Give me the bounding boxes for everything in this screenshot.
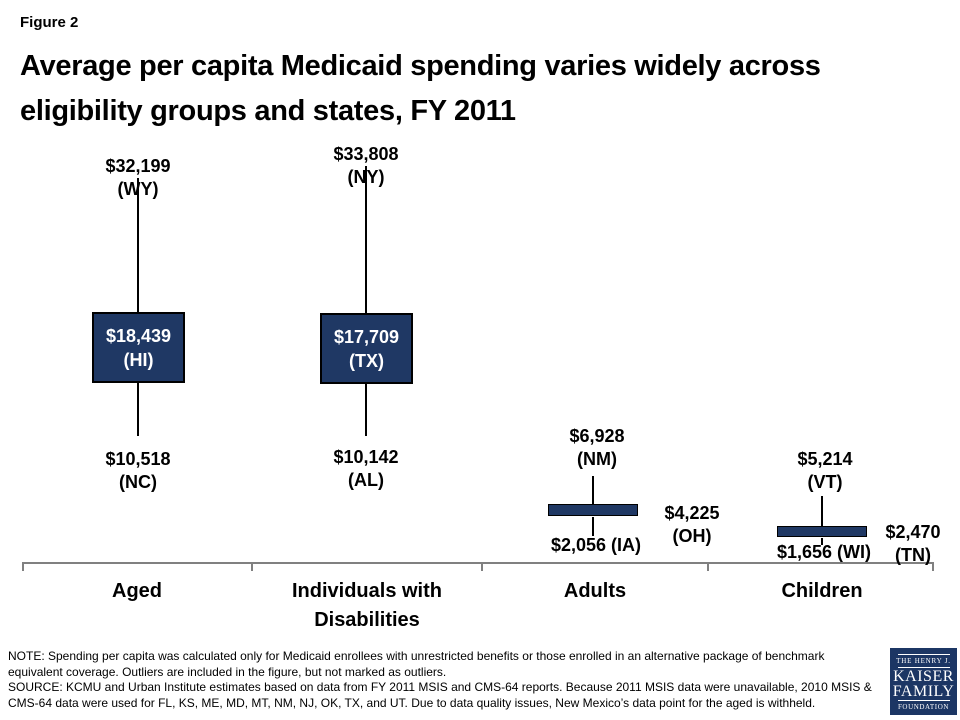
logo-rule bbox=[898, 654, 950, 655]
state-text: (AL) bbox=[348, 470, 384, 490]
high-value-label-adults bbox=[527, 425, 667, 471]
low-value-label-aged bbox=[68, 448, 208, 494]
low-value-label-children bbox=[754, 541, 894, 564]
note-line: NOTE: Spending per capita was calculated only for Medicaid enrollees with unrestricted benefits or those enrolled in an alternative package of benchmark bbox=[8, 649, 825, 663]
category-label-adults: Adults bbox=[563, 580, 627, 602]
state-text: (NY) bbox=[347, 167, 385, 187]
chart-title bbox=[20, 44, 940, 134]
value-text: $10,518 bbox=[105, 449, 171, 469]
value-text: $4,225 bbox=[664, 503, 720, 523]
state-text: (NM) bbox=[577, 449, 617, 469]
value-text: $6,928 bbox=[569, 426, 625, 446]
note-source-text bbox=[8, 649, 888, 711]
kaiser-family-foundation-logo bbox=[890, 648, 957, 715]
state-text: (TX) bbox=[349, 350, 384, 371]
range-line-adults-upper bbox=[592, 476, 594, 504]
value-text: $18,439 bbox=[105, 325, 172, 346]
value-text: $1,656 (WI) bbox=[776, 542, 872, 562]
note-line: equivalent coverage. Outliers are included in the figure, but not marked as outliers. bbox=[8, 664, 447, 679]
median-box-disabilities bbox=[320, 313, 413, 384]
chart-title-line1: Average per capita Medicaid spending varies widely across bbox=[20, 50, 821, 82]
low-value-label-disabilities bbox=[296, 446, 436, 492]
value-text: $32,199 bbox=[105, 156, 171, 176]
value-text: $33,808 bbox=[333, 144, 399, 164]
axis-tick bbox=[481, 562, 483, 571]
axis-tick bbox=[707, 562, 709, 571]
range-line-children-upper bbox=[821, 496, 823, 526]
state-text: (OH) bbox=[672, 526, 712, 546]
category-label-aged: Aged bbox=[112, 580, 162, 602]
median-box-aged bbox=[92, 312, 185, 383]
category-label-line2: Disabilities bbox=[314, 609, 420, 631]
state-text: (WY) bbox=[117, 179, 159, 199]
category-label-disabilities bbox=[267, 577, 467, 635]
value-text: $2,056 (IA) bbox=[550, 535, 642, 555]
state-text: (NC) bbox=[119, 472, 157, 492]
axis-tick bbox=[251, 562, 253, 571]
source-line: CMS-64 data were used for FL, KS, ME, MD, MT, NM, NJ, OK, TX, and UT. Due to data quality issues, New Mexico’s data point for the aged is withheld. bbox=[8, 695, 816, 710]
state-text: (TN) bbox=[895, 545, 931, 565]
high-value-label-disabilities bbox=[296, 143, 436, 189]
value-text: $10,142 bbox=[333, 447, 399, 467]
figure-number: Figure 2 bbox=[20, 14, 79, 31]
logo-rule bbox=[898, 700, 950, 701]
category-label-children: Children bbox=[781, 580, 863, 602]
high-value-label-children bbox=[755, 448, 895, 494]
high-value-label-aged bbox=[68, 155, 208, 201]
axis-tick bbox=[22, 562, 24, 571]
chart-title-line2: eligibility groups and states, FY 2011 bbox=[20, 95, 516, 127]
value-text: $2,470 bbox=[885, 522, 941, 542]
logo-text-kaiser: KAISER bbox=[893, 667, 954, 685]
logo-text-foundation: FOUNDATION bbox=[897, 702, 950, 711]
range-line-aged-lower bbox=[137, 383, 139, 436]
category-label-line1: Individuals with bbox=[291, 580, 442, 602]
logo-text-henry-j: THE HENRY J. bbox=[896, 656, 951, 665]
state-text: (VT) bbox=[807, 472, 843, 492]
low-value-label-adults bbox=[526, 534, 666, 557]
logo-text-family: FAMILY bbox=[892, 682, 955, 700]
state-text: (HI) bbox=[123, 349, 154, 370]
value-text: $5,214 bbox=[797, 449, 853, 469]
value-text: $17,709 bbox=[333, 326, 400, 347]
range-line-disabilities-lower bbox=[365, 384, 367, 436]
source-line: SOURCE: KCMU and Urban Institute estimates based on data from FY 2011 MSIS and CMS-64 reports. Because 2011 MSIS data were unavailable, 2010 MSIS & bbox=[8, 680, 872, 694]
